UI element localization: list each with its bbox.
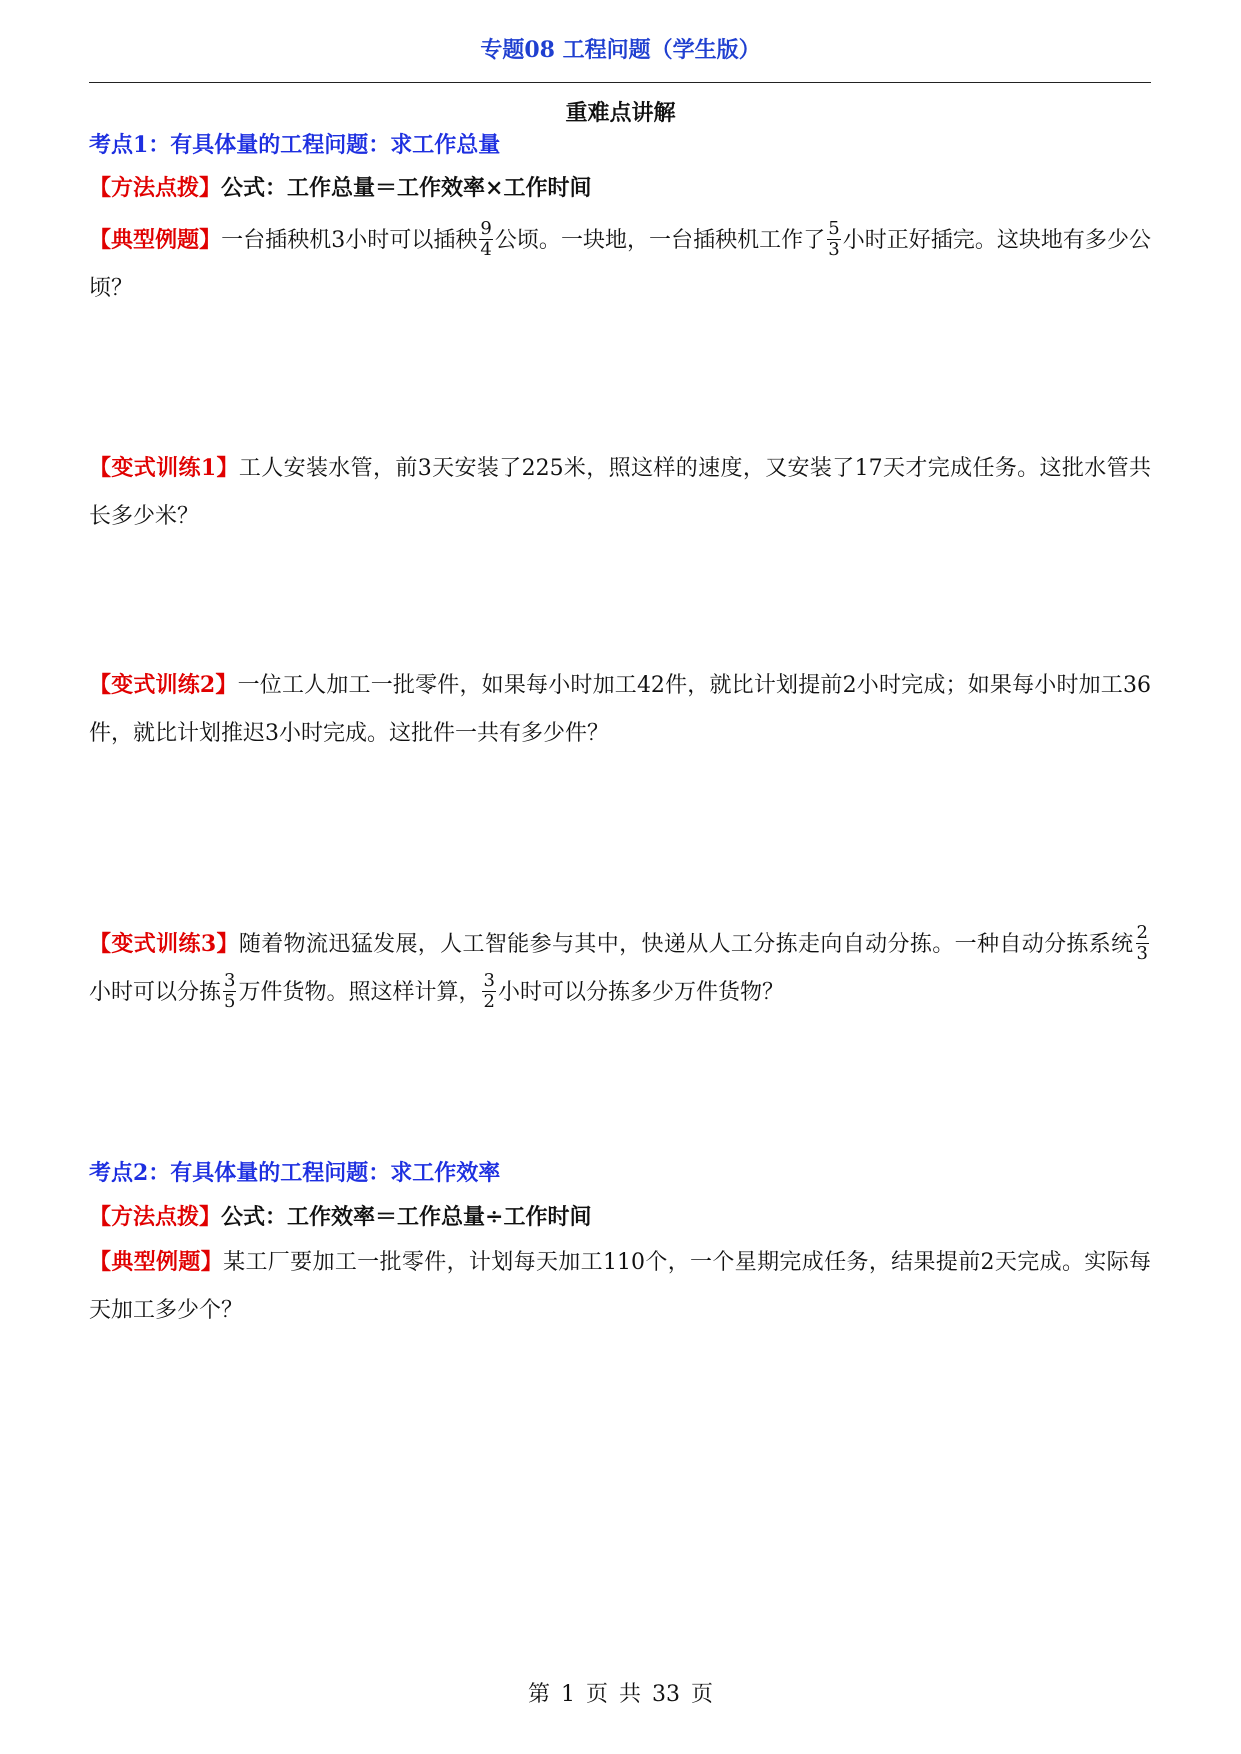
method-formula: 公式：工作总量＝工作效率×工作时间 — [221, 175, 592, 201]
fraction-numerator: 3 — [483, 969, 495, 991]
variant-3 — [89, 920, 1151, 1017]
variant-2 — [89, 661, 1151, 758]
variant-text: 一位工人加工一批零件，如果每小时加工42件，就比计划提前2小时完成；如果每小时加工36件，就比计划推迟3小时完成。这批件一共有多少件？ — [89, 673, 1151, 746]
fraction-denominator: 4 — [480, 238, 492, 260]
example-tag: 【典型例题】 — [89, 1249, 224, 1275]
method-tag: 【方法点拨】 — [89, 175, 222, 201]
section-title: 重难点讲解 — [565, 100, 676, 126]
kaodian-2-method — [89, 1201, 1151, 1233]
kaodian-2-example — [89, 1238, 1151, 1335]
fraction-denominator: 5 — [224, 990, 236, 1012]
fraction-numerator: 3 — [224, 969, 236, 991]
fraction-denominator: 2 — [483, 990, 495, 1012]
variant-1 — [89, 444, 1151, 541]
fraction-2-3 — [1136, 921, 1149, 964]
document-header-title: 专题08 工程问题（学生版） — [480, 37, 761, 63]
example-text-part: 小时正好插完。这块地有多少公顷？ — [89, 228, 1151, 301]
fraction-numerator: 5 — [828, 217, 840, 239]
example-text: 某工厂要加工一批零件，计划每天加工110个，一个星期完成任务，结果提前2天完成。实际每天加工多少个？ — [89, 1250, 1151, 1323]
variant-tag: 【变式训练3】 — [89, 931, 239, 957]
kaodian-1-example — [89, 216, 1151, 313]
fraction-3-2 — [482, 969, 495, 1012]
example-text-part: 公顷。一块地，一台插秧机工作了 — [494, 228, 826, 253]
fraction-5-3 — [827, 217, 840, 260]
fraction-denominator: 3 — [828, 238, 840, 260]
variant-text-part: 小时可以分拣多少万件货物？ — [497, 980, 784, 1005]
example-text-part: 一台插秧机3小时可以插秧 — [221, 228, 478, 253]
example-tag: 【典型例题】 — [89, 227, 222, 253]
fraction-numerator: 2 — [1136, 921, 1148, 943]
kaodian-1-title: 考点1：有具体量的工程问题：求工作总量 — [89, 132, 501, 158]
method-formula: 公式：工作效率＝工作总量÷工作时间 — [221, 1204, 592, 1230]
variant-text: 工人安装水管，前3天安装了225米，照这样的速度，又安装了17天才完成任务。这批水管共长多少米？ — [89, 456, 1151, 529]
method-tag: 【方法点拨】 — [89, 1204, 222, 1230]
page-footer: 第 1 页 共 33 页 — [528, 1682, 713, 1707]
header-divider — [89, 82, 1151, 83]
fraction-numerator: 9 — [480, 217, 492, 239]
fraction-3-5 — [223, 969, 236, 1012]
kaodian-1-method — [89, 172, 1151, 204]
kaodian-2-title: 考点2：有具体量的工程问题：求工作效率 — [89, 1160, 501, 1186]
fraction-9-4 — [479, 217, 492, 260]
variant-text-part: 万件货物。照这样计算， — [238, 980, 481, 1005]
variant-tag: 【变式训练2】 — [89, 672, 238, 698]
variant-tag: 【变式训练1】 — [89, 455, 239, 481]
fraction-denominator: 3 — [1136, 942, 1148, 964]
variant-text-part: 随着物流迅猛发展，人工智能参与其中，快递从人工分拣走向自动分拣。一种自动分拣系统 — [238, 932, 1134, 957]
variant-text-part: 小时可以分拣 — [89, 980, 222, 1005]
